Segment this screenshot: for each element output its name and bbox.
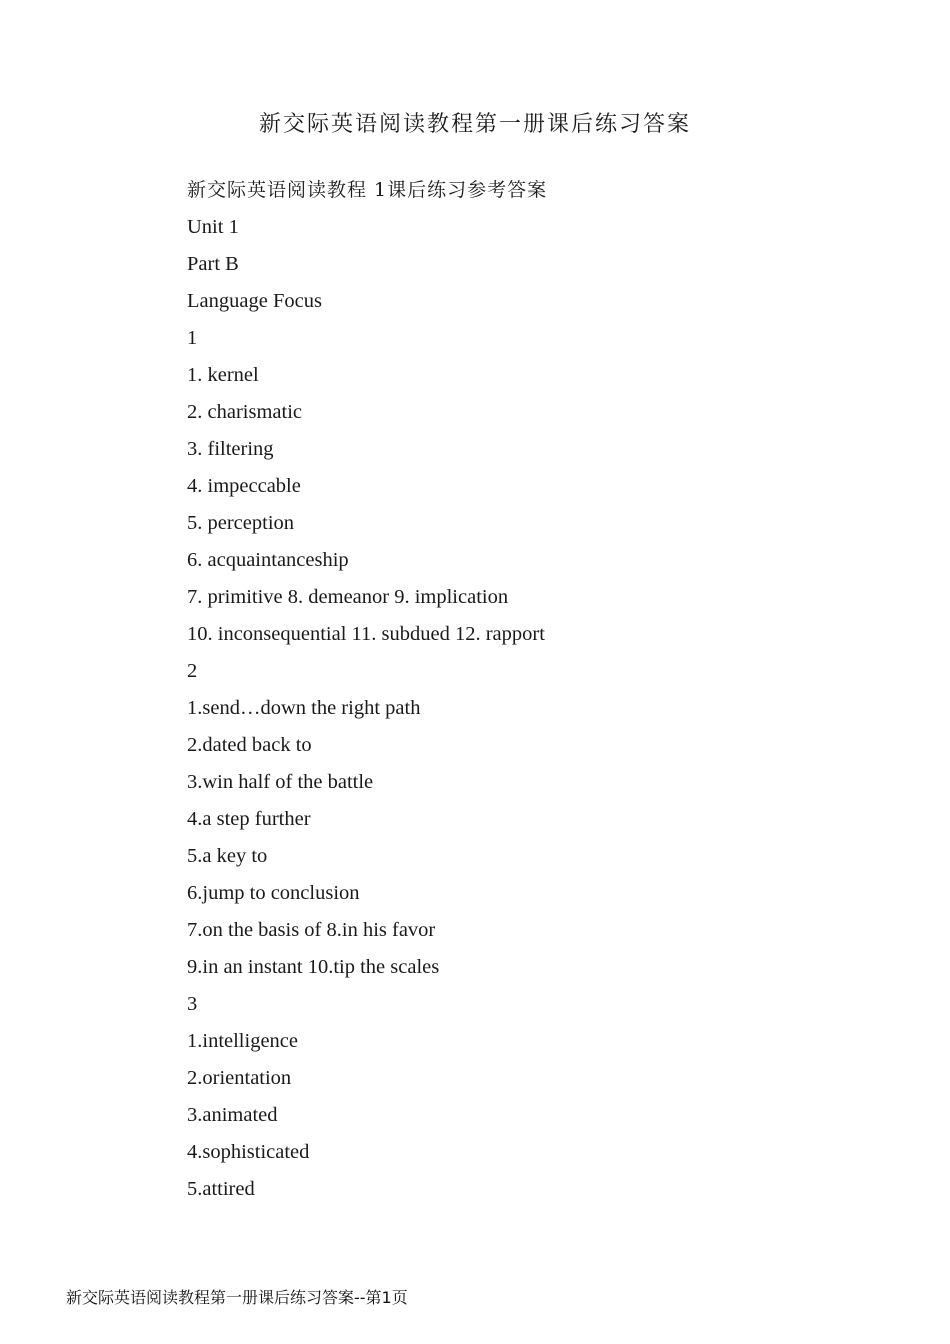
text-line: Part B xyxy=(187,253,239,275)
text-line: 3 xyxy=(187,993,198,1015)
text-line: 3.win half of the battle xyxy=(187,771,374,793)
answer-list xyxy=(187,211,887,1210)
text-line: 7.on the basis of 8.in his favor xyxy=(187,919,436,941)
text-line: 5.a key to xyxy=(187,845,268,867)
text-line: 1.send…down the right path xyxy=(187,697,421,719)
text-line: 1 xyxy=(187,327,198,349)
text-line: 2.dated back to xyxy=(187,734,312,756)
text-line: 5.attired xyxy=(187,1178,255,1200)
text-line: 6.jump to conclusion xyxy=(187,882,360,904)
document-subtitle: 新交际英语阅读教程 1课后练习参考答案 xyxy=(187,179,548,201)
text-line: 2.orientation xyxy=(187,1067,292,1089)
text-line: 9.in an instant 10.tip the scales xyxy=(187,956,440,978)
document-title: 新交际英语阅读教程第一册课后练习答案 xyxy=(258,112,691,137)
text-line: 3.animated xyxy=(187,1104,278,1126)
text-line: Language Focus xyxy=(187,290,322,312)
text-line: 2. charismatic xyxy=(187,401,302,423)
page-footer: 新交际英语阅读教程第一册课后练习答案--第1页 xyxy=(66,1288,408,1307)
text-line: 5. perception xyxy=(187,512,295,534)
text-line: 2 xyxy=(187,660,198,682)
text-line: 1.intelligence xyxy=(187,1030,298,1052)
text-line: 4. impeccable xyxy=(187,475,301,497)
text-line: 10. inconsequential 11. subdued 12. rapport xyxy=(187,623,545,645)
text-line: 4.sophisticated xyxy=(187,1141,310,1163)
text-line: 7. primitive 8. demeanor 9. implication xyxy=(187,586,509,608)
text-line: 6. acquaintanceship xyxy=(187,549,349,571)
text-line: 3. filtering xyxy=(187,438,274,460)
text-line: 1. kernel xyxy=(187,364,259,386)
text-line: Unit 1 xyxy=(187,216,239,238)
text-line: 4.a step further xyxy=(187,808,311,830)
